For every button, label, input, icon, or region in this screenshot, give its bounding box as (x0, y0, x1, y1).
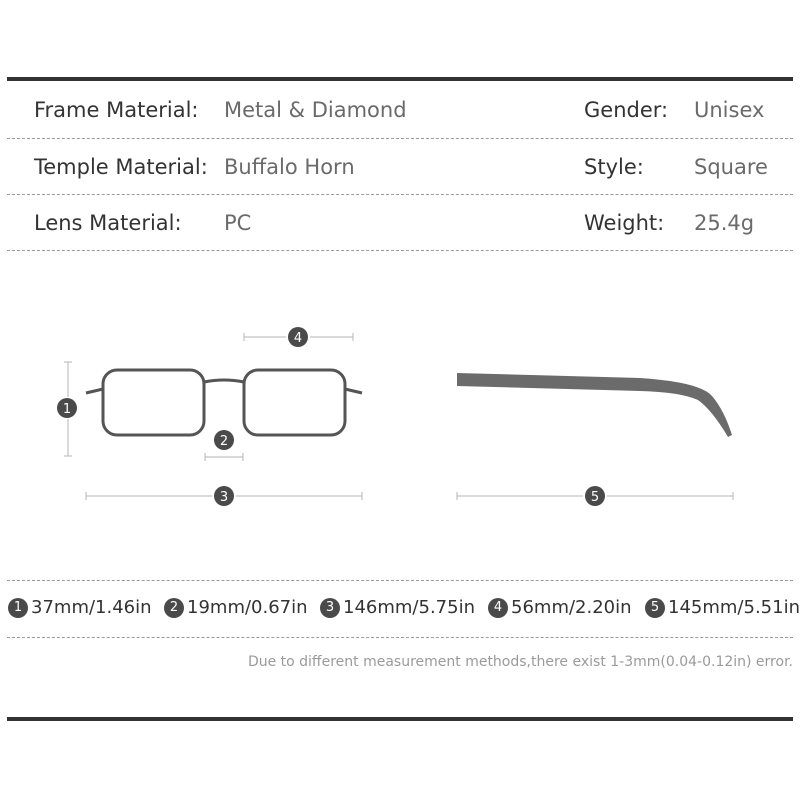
marker-3 (212, 484, 236, 508)
spec-row-temple-material (0, 152, 800, 182)
right-lens (244, 370, 345, 435)
marker-label: 3 (219, 490, 229, 505)
measurement-1 (8, 593, 152, 623)
measurements-divider-bottom (7, 637, 793, 638)
front-view-glasses (86, 370, 362, 435)
measurement-value: 146mm/5.75in (343, 597, 475, 618)
spec-divider (7, 138, 793, 139)
marker-2 (213, 429, 235, 451)
spec-label: Gender: (584, 98, 669, 122)
measurements-divider-top (7, 580, 793, 581)
measurement-badge: 1 (8, 598, 28, 618)
measurement-value: 145mm/5.51in (668, 597, 800, 618)
spec-label: Temple Material: (34, 155, 208, 179)
right-hinge (345, 389, 362, 393)
bridge (204, 380, 244, 382)
spec-value: Unisex (694, 98, 765, 122)
left-lens (103, 370, 204, 435)
marker-4 (286, 325, 310, 349)
left-hinge (86, 389, 103, 393)
dimension-lines (64, 333, 733, 500)
spec-value: 25.4g (694, 211, 755, 235)
spec-label: Weight: (584, 211, 665, 235)
marker-label: 2 (219, 434, 229, 449)
glasses-dimension-diagram (0, 300, 800, 550)
spec-label: Frame Material: (34, 98, 199, 122)
measurement-value: 56mm/2.20in (511, 597, 632, 618)
marker-label: 1 (62, 402, 72, 417)
measurement-badge: 3 (320, 598, 340, 618)
marker-1 (56, 397, 78, 419)
spec-divider (7, 250, 793, 251)
marker-label: 5 (590, 490, 600, 505)
measurement-3 (320, 593, 475, 623)
temple-side-view (457, 373, 732, 437)
spec-divider (7, 194, 793, 195)
spec-value: Metal & Diamond (224, 98, 407, 122)
measurement-4 (488, 593, 632, 623)
spec-row-lens-material (0, 208, 800, 238)
measurement-value: 19mm/0.67in (187, 597, 308, 618)
measurement-5 (645, 593, 800, 623)
marker-label: 4 (293, 331, 303, 346)
marker-5 (583, 484, 607, 508)
measurement-2 (164, 593, 308, 623)
spec-value: Square (694, 155, 768, 179)
measurement-value: 37mm/1.46in (31, 597, 152, 618)
spec-value: Buffalo Horn (224, 155, 355, 179)
measurement-badge: 4 (488, 598, 508, 618)
bottom-rule (7, 717, 793, 721)
measurement-badge: 5 (645, 598, 665, 618)
measurement-badge: 2 (164, 598, 184, 618)
spec-row-frame-material (0, 95, 800, 125)
spec-value: PC (224, 211, 252, 235)
spec-label: Style: (584, 155, 644, 179)
spec-label: Lens Material: (34, 211, 182, 235)
measurement-error-note: Due to different measurement methods,there exist 1-3mm(0.04-0.12in) error. (247, 654, 793, 670)
top-rule (7, 77, 793, 81)
